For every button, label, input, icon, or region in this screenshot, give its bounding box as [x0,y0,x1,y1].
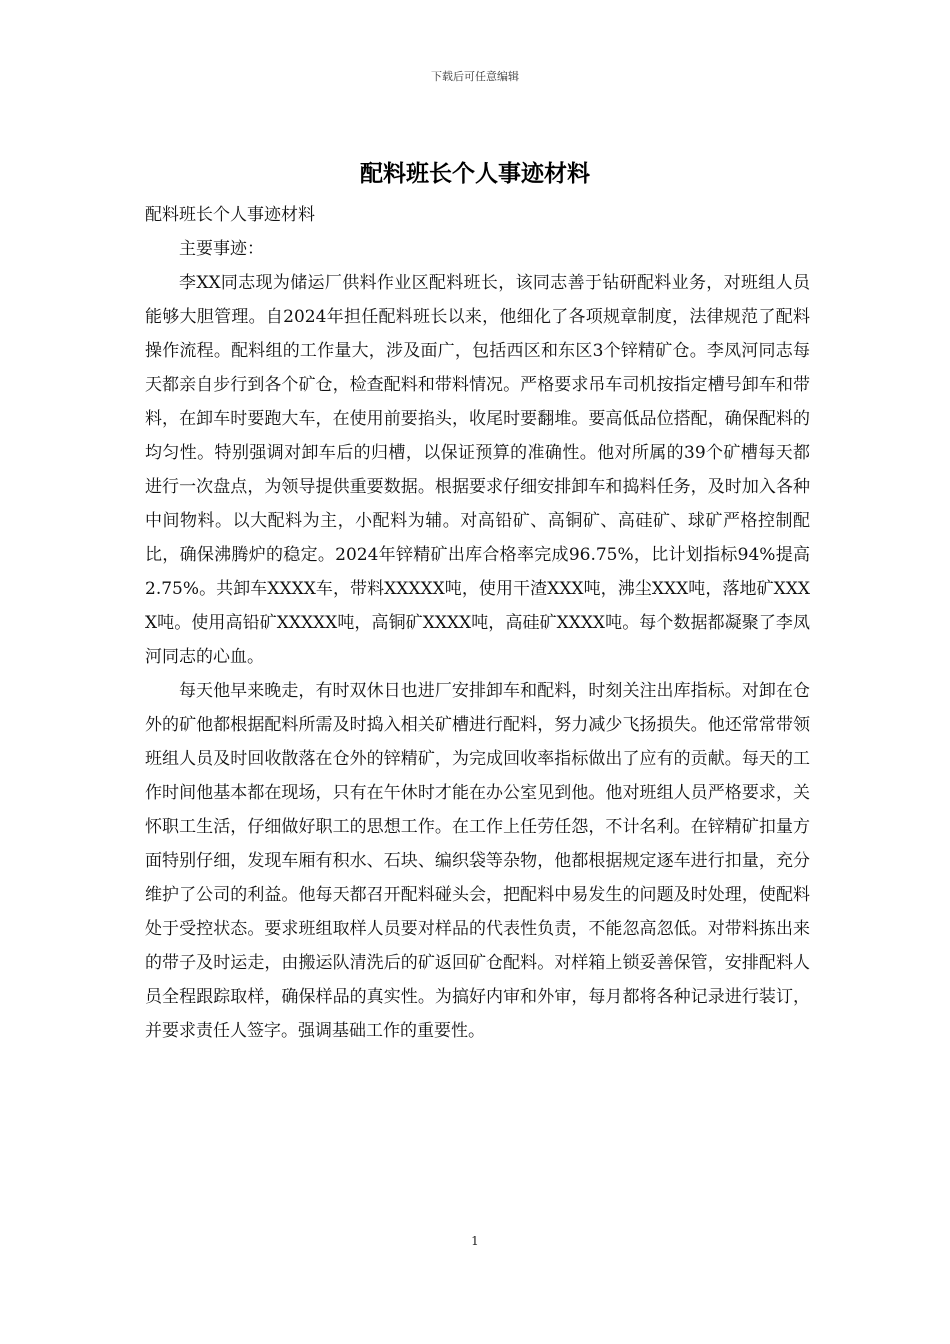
document-subtitle: 配料班长个人事迹材料 [145,205,315,225]
section-heading: 主要事迹： [179,239,264,259]
page-number: 1 [471,1234,479,1248]
body-paragraph: 每天他早来晚走，有时双休日也进厂安排卸车和配料，时刻关注出库指标。对卸在仓外的矿他都根据配料所需及时捣入相关矿槽进行配料，努力减少飞扬损失。他还常常带领班组人员及时回收散落在仓外的锌精矿，为完成回收率指标做出了应有的贡献。每天的工作时间他基本都在现场，只有在午休时才能在办公室见到他。他对班组人员严格要求，关怀职工生活，仔细做好职工的思想工作。在工作上任劳任怨，不计名利。在锌精矿扣量方面特别仔细，发现车厢有积水、石块、编织袋等杂物，他都根据规定逐车进行扣量，充分维护了公司的利益。他每天都召开配料碰头会，把配料中易发生的问题及时处理，使配料处于受控状态。要求班组取样人员要对样品的代表性负责，不能忽高忽低。对带料拣出来的带子及时运走，由搬运队清洗后的矿返回矿仓配料。对样箱上锁妥善保管，安排配料人员全程跟踪取样，确保样品的真实性。为搞好内审和外审，每月都将各种记录进行装订，并要求责任人签字。强调基础工作的重要性。 [145,681,810,1041]
document-body [145,198,810,1048]
document-title: 配料班长个人事迹材料 [360,160,590,187]
body-paragraph: 李XX同志现为储运厂供料作业区配料班长，该同志善于钻研配料业务，对班组人员能够大胆管理。自2024年担任配料班长以来，他细化了各项规章制度，法律规范了配料操作流程。配料组的工作量大，涉及面广，包括西区和东区3个锌精矿仓。李凤河同志每天都亲自步行到各个矿仓，检查配料和带料情况。严格要求吊车司机按指定槽号卸车和带料，在卸车时要跑大车，在使用前要掐头，收尾时要翻堆。要高低品位搭配，确保配料的均匀性。特别强调对卸车后的归槽，以保证预算的准确性。他对所属的39个矿槽每天都进行一次盘点，为领导提供重要数据。根据要求仔细安排卸车和捣料任务，及时加入各种中间物料。以大配料为主，小配料为辅。对高铅矿、高铜矿、高硅矿、球矿严格控制配比，确保沸腾炉的稳定。2024年锌精矿出库合格率完成96.75%，比计划指标94%提高2.75%。共卸车XXXX车，带料XXXXX吨，使用干渣XXX吨，沸尘XXX吨，落地矿XXXX吨。使用高铅矿XXXXX吨，高铜矿XXXX吨，高硅矿XXXX吨。每个数据都凝聚了李凤河同志的心血。 [145,273,810,667]
header-note: 下载后可任意编辑 [431,70,519,83]
